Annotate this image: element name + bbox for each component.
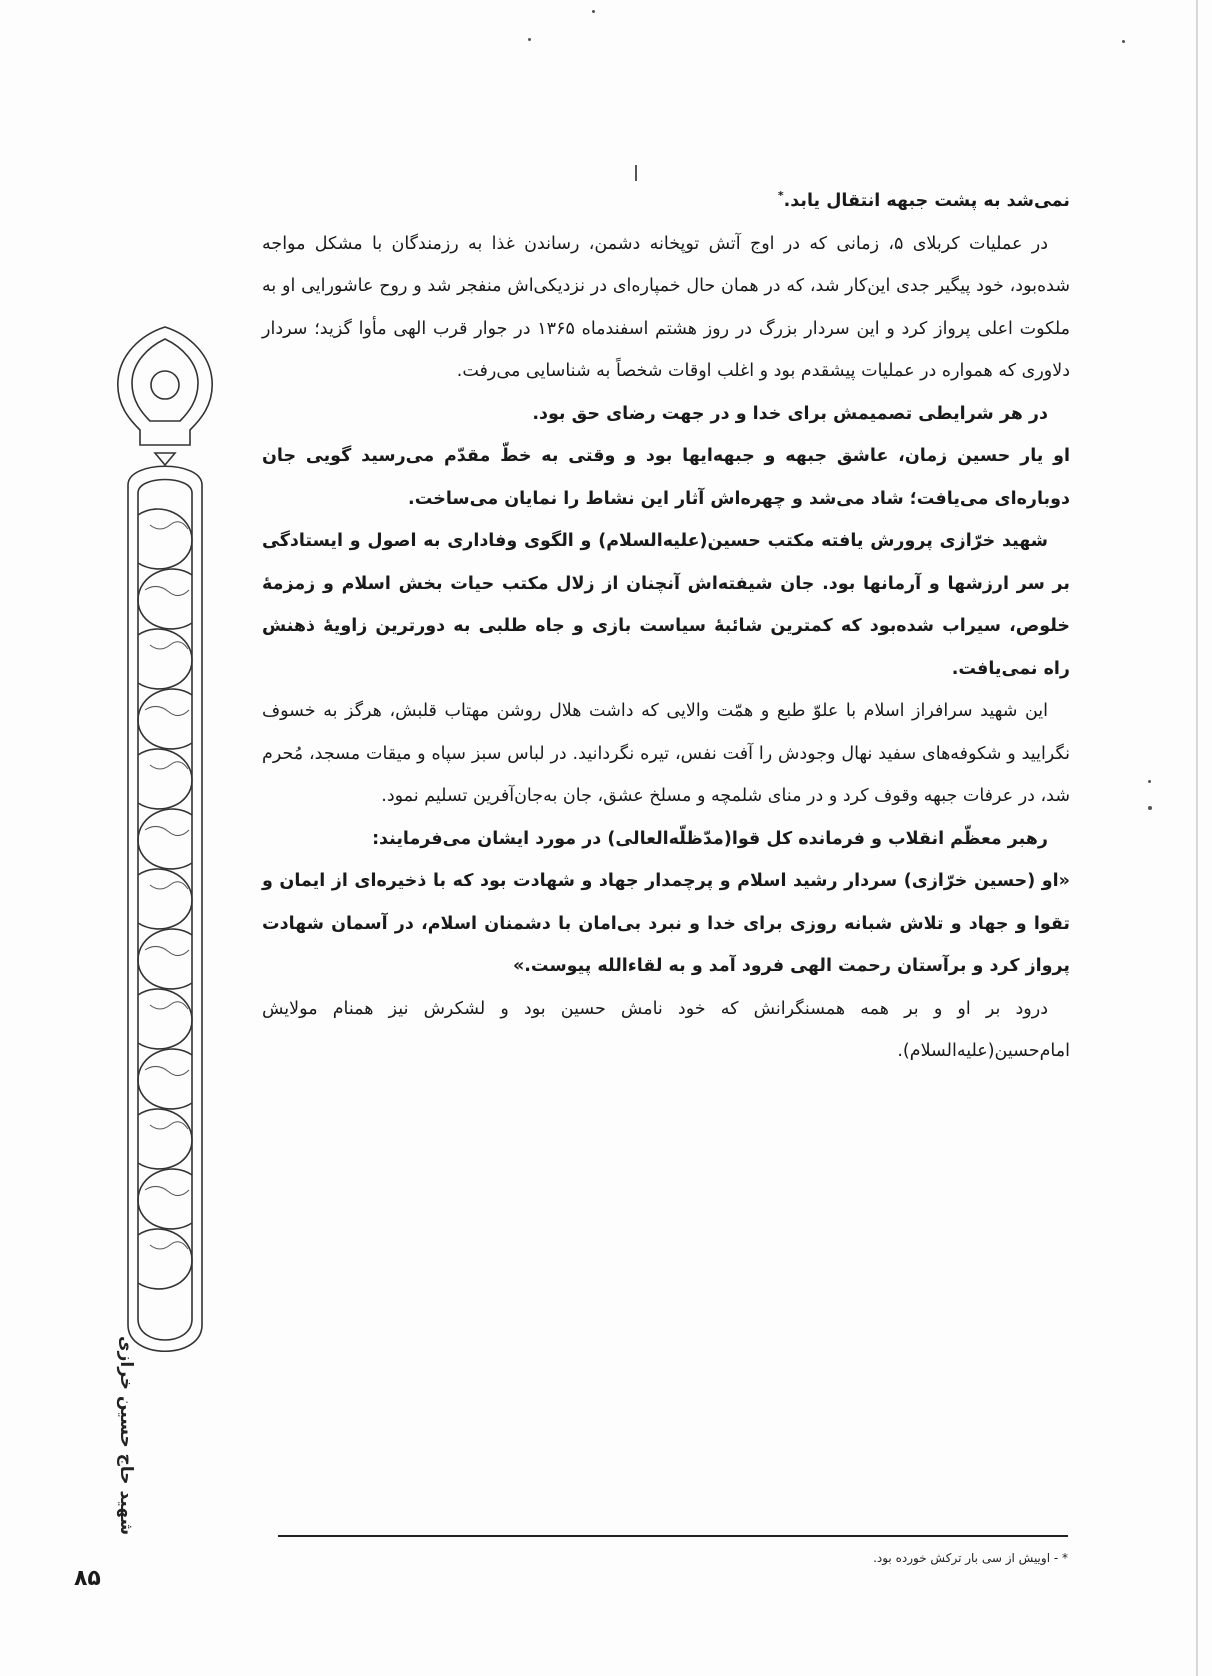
paragraph-5: این شهید سرافراز اسلام با علوّ طبع و همّت والایی که داشت هلال روشن مهتاب قلبش، هرگز به خسوف نگرایید و شکوفه‌های سفید نهال وجودش را آفت نفس، تیره نگردانید. در لباس سبز سپاه و میقات مسجد، مُحرم شد، در عرفات جبهه وقوف کرد و در منای شلمچه و مسلخ عشق، جان به‌جان‌آفرین تسلیم نمود. bbox=[262, 701, 1070, 806]
paragraph-continuation bbox=[262, 180, 1070, 223]
page-edge-line bbox=[1196, 0, 1198, 1676]
scan-speck bbox=[1122, 40, 1125, 43]
scan-speck bbox=[1148, 806, 1152, 810]
paragraph-8: درود بر او و بر همه همسنگرانش که خود نامش حسین بود و لشکرش نیز همنام مولایش امام‌حسین(علیه‌السلام). bbox=[262, 998, 1070, 1061]
footnote-marker: * bbox=[777, 189, 784, 203]
running-head: شهید حاج حسین خرازی bbox=[116, 1336, 136, 1536]
paragraph-3: او یار حسین زمان، عاشق جبهه و جبهه‌ایها بود و وقتی به خطّ مقدّم می‌رسید گویی جان دوباره‌ای می‌یافت؛ شاد می‌شد و چهره‌اش آثار این نشاط را نمایان می‌ساخت. bbox=[262, 446, 1070, 509]
footnote-divider bbox=[278, 1535, 1068, 1537]
scan-speck bbox=[1148, 780, 1151, 783]
floral-ornament-icon bbox=[100, 325, 230, 1375]
paragraph-4: شهید خرّازی پرورش یافته مکتب حسین(علیه‌السلام) و الگوی وفاداری به اصول و ایستادگی بر سر ارزشها و آرمانها بود. جان شیفته‌اش آنچنان از زلال مکتب حیات بخش اسلام و زمزمهٔ خلوص، سیراب شده‌بود که کمترین شائبهٔ سیاست بازی و جاه طلبی به دورترین زاویهٔ ذهنش راه نمی‌یافت. bbox=[262, 531, 1070, 679]
paragraph-2: در هر شرایطی تصمیمش برای خدا و در جهت رضای حق بود. bbox=[532, 403, 1048, 424]
paragraph-1: در عملیات کربلای ۵، زمانی که در اوج آتش توپخانه دشمن، رساندن غذا به رزمندگان با مشکل مواجه شده‌بود، خود پیگیر جدی این‌کار شد، که در همان حال خمپاره‌ای در نزدیکی‌اش منفجر شد و روح عاشورایی او به ملکوت اعلی پرواز کرد و این سردار بزرگ در روز هشتم اسفندماه ۱۳۶۵ در جوار قرب الهی مأوا گزید؛ سردار دلاوری که همواره در عملیات پیشقدم بود و اغلب اوقات شخصاً به شناسایی می‌رفت. bbox=[262, 233, 1071, 381]
page-number: ۸۵ bbox=[74, 1566, 101, 1591]
paragraph-6: رهبر معظّم انقلاب و فرمانده کل قوا(مدّظلّه‌العالی) در مورد ایشان می‌فرمایند: bbox=[372, 828, 1048, 849]
body-text bbox=[262, 180, 1070, 1073]
scan-speck bbox=[635, 165, 637, 181]
p0-text: نمی‌شد به پشت جبهه انتقال یابد. bbox=[783, 191, 1070, 211]
footnote-text: * - اوییش از سی بار ترکش خورده بود. bbox=[873, 1551, 1068, 1565]
scan-speck bbox=[528, 38, 531, 41]
quote-paragraph: «او (حسین خرّازی) سردار رشید اسلام و پرچمدار جهاد و شهادت بود که با ذخیره‌ای از ایمان و تقوا و جهاد و تلاش شبانه روزی برای خدا و نبرد بی‌امان با دشمنان اسلام، در آسمان شهادت پرواز کرد و برآستان رحمت الهی فرود آمد و به لقاءالله پیوست.» bbox=[262, 871, 1070, 976]
scan-speck bbox=[592, 10, 595, 13]
